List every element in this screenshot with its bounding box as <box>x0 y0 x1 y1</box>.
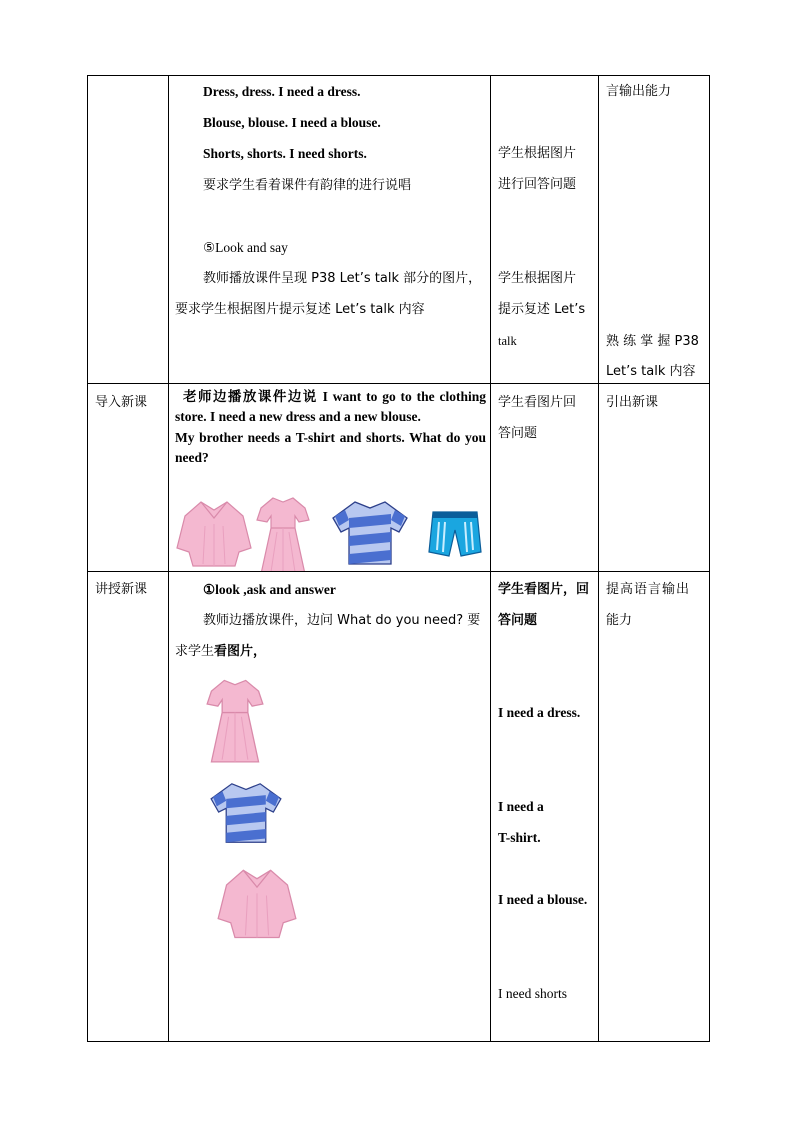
lesson-plan-table <box>87 75 710 1042</box>
dress-image <box>205 672 265 766</box>
table-row <box>88 76 710 384</box>
teacher-activity-cell <box>169 384 491 572</box>
student-activity-cell <box>491 572 599 1042</box>
blouse-image <box>175 496 253 572</box>
student-line: 学生看图片回 <box>498 395 577 410</box>
answer-blouse: I need a blouse. <box>498 892 588 907</box>
goal-line: 引出新课 <box>606 395 659 410</box>
question-line-1: 教师边播放课件，边问 What do you need? 要 <box>203 613 481 628</box>
intro-text: 老师边播放课件边说 I want to go to the clothing store. I need a new dress and a new blouse. <box>175 389 486 424</box>
chant-line-1: Dress, dress. I need a dress. <box>203 84 361 99</box>
goal-cell <box>599 384 710 572</box>
activity-line-2: 要求学生根据图片提示复述 Let’s talk 内容 <box>175 302 425 317</box>
dress-image <box>255 492 311 572</box>
intro-text-2: My brother needs a T-shirt and shorts. What do you need? <box>175 430 486 465</box>
stage-label: 讲授新课 <box>95 582 148 597</box>
question-text: 求学生 <box>175 644 215 659</box>
student-activity-cell <box>491 76 599 384</box>
activity-heading: ⑤Look and say <box>203 240 288 255</box>
goal-line: Let’s talk 内容 <box>606 364 696 379</box>
activity-line-1: 教师播放课件呈现 P38 Let’s talk 部分的图片， <box>203 271 482 286</box>
activity-heading: ①look ,ask and answer <box>203 582 336 597</box>
goal-cell <box>599 76 710 384</box>
student-line: 学生看图片，回 <box>498 582 590 597</box>
stage-cell <box>88 572 169 1042</box>
student-line: 进行回答问题 <box>498 177 577 192</box>
student-line: 学生根据图片 <box>498 271 577 286</box>
goal-line: 熟 练 掌 握 P38 <box>606 334 699 349</box>
chant-instruction: 要求学生看着课件有韵律的进行说唱 <box>203 178 412 193</box>
student-line: 答问题 <box>498 613 538 628</box>
chant-line-2: Blouse, blouse. I need a blouse. <box>203 115 381 130</box>
answer-tshirt-2: T-shirt. <box>498 830 541 845</box>
goal-line: 提高语言输出 <box>606 582 691 597</box>
goal-cell <box>599 572 710 1042</box>
question-line-2 <box>175 642 266 662</box>
teacher-activity-cell <box>169 572 491 1042</box>
answer-dress: I need a dress. <box>498 705 581 720</box>
student-line: 提示复述 Let’s <box>498 302 586 317</box>
table-row <box>88 572 710 1042</box>
answer-tshirt: I need a <box>498 799 544 814</box>
answer-shorts: I need shorts <box>498 986 567 1001</box>
student-line: talk <box>498 334 517 348</box>
goal-line: 言输出能力 <box>606 84 672 99</box>
teacher-activity-cell <box>169 76 491 384</box>
blouse-image <box>215 864 299 948</box>
student-line: 答问题 <box>498 426 538 441</box>
tshirt-image <box>331 498 409 568</box>
chant-line-3: Shorts, shorts. I need shorts. <box>203 146 367 161</box>
student-line: 学生根据图片 <box>498 146 577 161</box>
shorts-image <box>427 508 483 564</box>
stage-cell <box>88 76 169 384</box>
stage-label: 导入新课 <box>95 395 148 410</box>
stage-cell <box>88 384 169 572</box>
goal-line: 能力 <box>606 613 633 628</box>
student-activity-cell <box>491 384 599 572</box>
table-row <box>88 384 710 572</box>
tshirt-image <box>205 780 287 846</box>
question-emphasis: 看图片， <box>214 644 267 659</box>
